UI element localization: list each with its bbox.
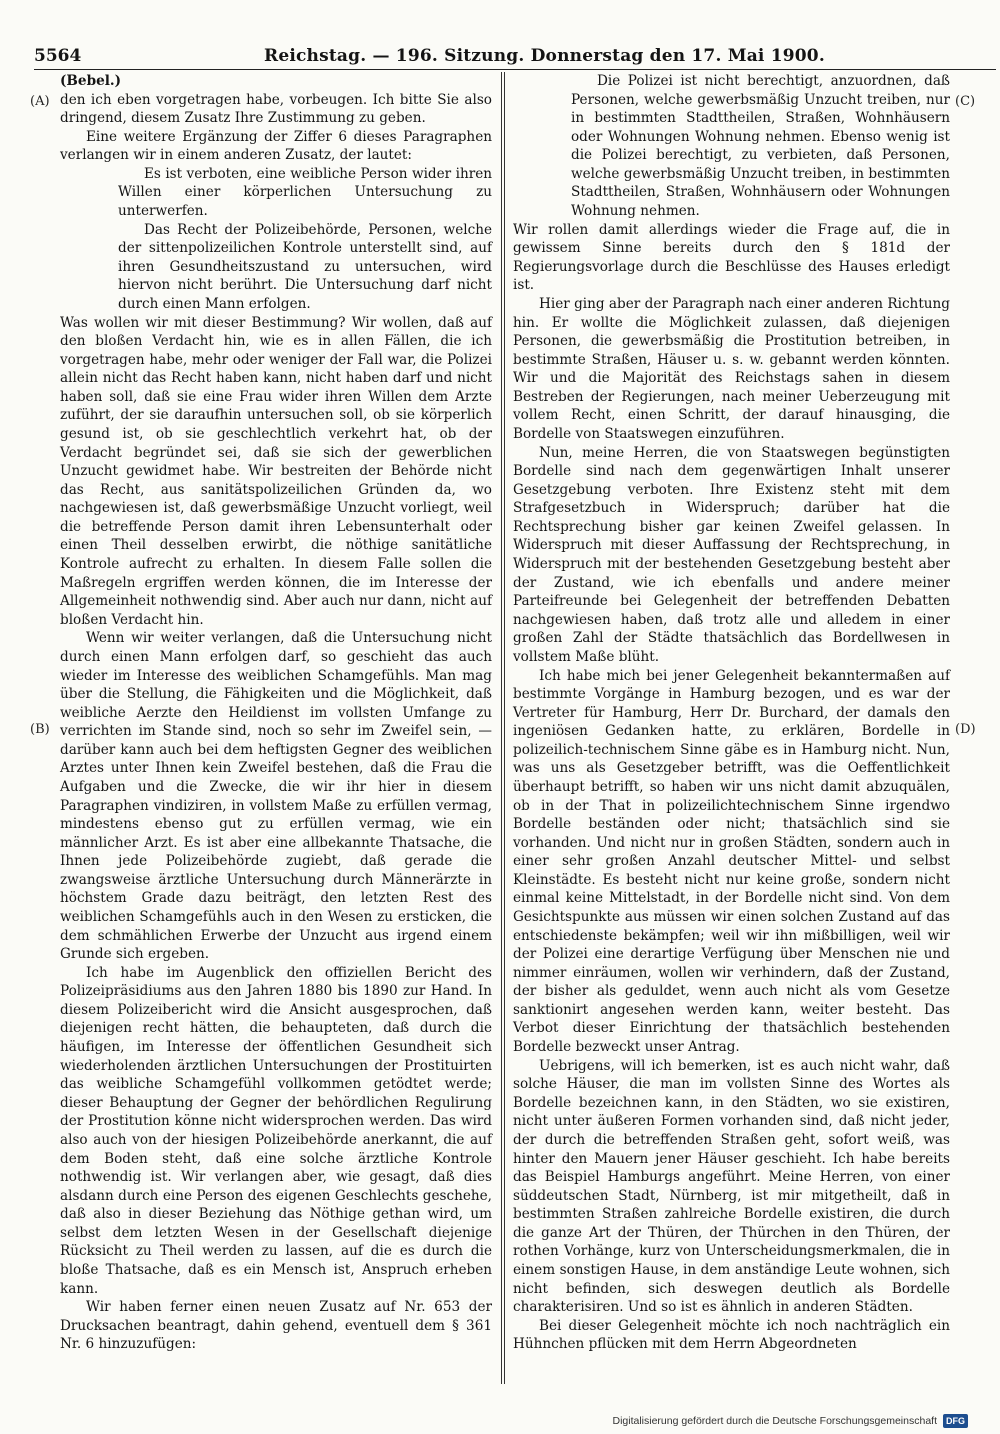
speaker-name: (Bebel.) xyxy=(60,73,122,89)
right-column-paragraph: Nun, meine Herren, die von Staatswegen begünstigten Bordelle sind nach dem gegenwärtigen Inhalt unserer Gesetzgebung verboten. Ihre Existenz steht mit dem Strafgesetzbuch in Widerspruch; darüber hat die Rechtsprechung bisher gar keinen Zweifel gelassen. In Widerspruch mit dieser Auffassung der Rechtsprechung, in Widerspruch mit der bestehenden Gesetzgebung besteht aber der Zustand, wie ich ebenfalls und andere meiner Parteifreunde bei Gelegenheit der betreffenden Debatten nachgewiesen haben, daß trotz alle und alledem in einer großen Zahl der Städte thatsächlich das Bordellwesen in vollstem Maße blüht. xyxy=(513,444,950,665)
right-column xyxy=(513,72,950,1354)
page-title: Reichstag. — 196. Sitzung. Donnerstag den 17. Mai 1900. xyxy=(264,46,825,66)
right-column-paragraph: Hier ging aber der Paragraph nach einer anderen Richtung hin. Er wollte die Möglichkeit zulassen, daß diejenigen Personen, die gewerbsmäßig die Prostitution betreiben, in bestimmte Straßen, Häuser u. s. w. gebannt werden könnten. Wir und die Majorität des Reichstags sahen in diesem Bestreben der Regierungen, nach meiner Ueberzeugung mit vollem Recht, einen Schritt, der darauf hinausging, die Bordelle von Staatswegen einzuführen. xyxy=(513,295,950,442)
left-column-paragraph: Was wollen wir mit dieser Bestimmung? Wir wollen, daß auf den bloßen Verdacht hin, wie es in allen Fällen, die ich vorgetragen habe, mehr oder weniger der Fall war, die Polizei allein nicht das Recht haben kann, nicht haben darf und nicht haben soll, daß sie eine Frau wider ihren Willen dem Arzte zuführt, der sie daraufhin untersuchen soll, ob sie körperlich gesund ist, ob sie geschlechtlich verkehrt hat, ob der Verdacht begründet sei, daß sie sich der gewerblichen Unzucht gewidmet habe. Wir bestreiten der Behörde nicht das Recht, aus sanitätspolizeilichen Gründen da, wo nachgewiesen ist, daß gewerbsmäßige Unzucht vorliegt, weil die betreffende Person damit ihren Lebensunterhalt oder einen Theil desselben erwirbt, die nöthige sanitätliche Kontrole aufrecht zu erhalten. In diesem Falle sollen die Maßregeln ergriffen werden können, die im Interesse der Allgemeinheit nothwendig sind. Aber auch nur dann, nicht auf bloßen Verdacht hin. xyxy=(60,314,492,628)
left-column xyxy=(60,72,492,1354)
margin-mark-b: (B) xyxy=(30,722,50,737)
left-column-paragraph: den ich eben vorgetragen habe, vorbeugen. Ich bitte Sie also dringend, diesem Zusatz Ihre Zustimmung zu geben. xyxy=(60,91,492,127)
left-column-paragraph: Es ist verboten, eine weibliche Person wider ihren Willen einer körperlichen Untersuchung zu unterwerfen. xyxy=(118,165,492,220)
right-column-paragraph: Ich habe mich bei jener Gelegenheit bekanntermaßen auf bestimmte Vorgänge in Hamburg bezogen, und es war der Vertreter für Hamburg, Herr Dr. Burchard, der damals den ingeniösen Gedanken hatte, zu erklären, Bordelle in polizeilich-technischem Sinne gäbe es in Hamburg nicht. Nun, was uns als Gesetzgeber betrifft, was die Oeffentlichkeit überhaupt betrifft, so haben wir uns nicht damit abzuquälen, ob in der That in polizeilichtechnischem Sinne irgendwo Bordelle beständen oder nicht; thatsächlich sind sie vorhanden. Und nicht nur in großen Städten, sondern auch in einer sehr großen Anzahl deutscher Mittel- und selbst Kleinstädte. Es besteht nicht nur keine große, sondern nicht einmal keine Mittelstadt, in der Bordelle nicht sind. Von dem Gesichtspunkte aus müssen wir einen solchen Zustand auf das entschiedenste bekämpfen; weil wir ihn mißbilligen, weil wir der Polizei eine derartige Verfügung über Menschen nie und nimmer einräumen, wollen wir verhindern, daß der Zustand, der bisher als geduldet, wenn auch nicht als vom Gesetze sanktionirt angesehen werden kann, weiter besteht. Das Verbot dieser Einrichtung der thatsächlich bestehenden Bordelle bezweckt unser Antrag. xyxy=(513,667,950,1056)
right-column-paragraph: Wir rollen damit allerdings wieder die Frage auf, die in gewissem Sinne bereits durch den § 181d der Regierungsvorlage durch die Beschlüsse des Hauses erledigt ist. xyxy=(513,221,950,294)
left-column-paragraph: Ich habe im Augenblick den offiziellen Bericht des Polizeipräsidiums aus den Jahren 1880 bis 1890 zur Hand. In diesem Polizeibericht wird die Ansicht ausgesprochen, daß diejenigen recht hätten, die behaupteten, daß durch die häufigen, im Interesse der öffentlichen Gesundheit sich wiederholenden ärztlichen Untersuchungen der Prostituirten das weibliche Schamgefühl vollkommen getödtet werde; dieser Behauptung der Gegner der behördlichen Regulirung der Prostitution könne nicht widersprochen werden. Das wird also auch von der hiesigen Polizeibehörde anerkannt, die auf dem Boden steht, daß eine solche ärztliche Kontrole nothwendig ist. Wir verlangen aber, wie gesagt, daß dies alsdann durch eine Person des eigenen Geschlechts geschehe, daß also in dieser Beziehung das Nöthige gethan wird, um selbst dem letzten Wesen in der Gesellschaft diejenige Rücksicht zu Theil werden zu lassen, auf die es durch die bloße Thatsache, daß es ein Mensch ist, Anspruch erheben kann. xyxy=(60,964,492,1297)
page-footer xyxy=(612,1413,968,1429)
margin-mark-c: (C) xyxy=(955,94,976,109)
page-header xyxy=(34,44,994,68)
margin-mark-a: (A) xyxy=(30,94,50,109)
left-column-paragraph: Wenn wir weiter verlangen, daß die Untersuchung nicht durch einen Mann erfolgen darf, so geschieht das auch wieder im Interesse des weiblichen Schamgefühls. Man mag über die Stellung, die Fähigkeiten und die Möglichkeit, daß weibliche Aerzte den Heildienst im vollsten Umfange zu verrichten im Stande sind, noch so sehr im Zweifel sein, — darüber kann auch bei dem heftigsten Gegner des weiblichen Arztes unter Ihnen kein Zweifel bestehen, daß die Frau die Aufgaben und die Zwecke, die wir ihr hier in diesem Paragraphen vindiziren, in vollstem Maße zu erfüllen vermag, mindestens ebenso gut zu erfüllen vermag, wie ein männlicher Arzt. Es ist aber eine allbekannte Thatsache, die Ihnen jede Polizeibehörde zugiebt, daß gerade die zwangsweise ärztliche Untersuchung durch Männerärzte in höchstem Grade dazu beiträgt, den letzten Rest des weiblichen Schamgefühls auch in den Wesen zu ersticken, die dem schmählichen Erwerbe der Unzucht aus irgend einem Grunde sich ergeben. xyxy=(60,630,492,963)
left-column-paragraph: Wir haben ferner einen neuen Zusatz auf Nr. 653 der Drucksachen beantragt, dahin gehend, eventuell dem § 361 Nr. 6 hinzuzufügen: xyxy=(60,1299,492,1353)
right-column-paragraph: Die Polizei ist nicht berechtigt, anzuordnen, daß Personen, welche gewerbsmäßig Unzucht treiben, nur in bestimmten Stadttheilen, Straßen, Wohnhäusern oder Wohnungen Wohnung nehmen. Ebenso wenig ist die Polizei berechtigt, zu verbieten, daß Personen, welche gewerbsmäßig Unzucht treiben, in bestimmten Stadttheilen, Straßen, Wohnhäusern oder Wohnungen Wohnung nehmen. xyxy=(571,73,950,220)
footer-credit: Digitalisierung gefördert durch die Deutsche Forschungsgemeinschaft xyxy=(612,1415,937,1427)
header-rule xyxy=(34,69,996,70)
page-number: 5564 xyxy=(34,46,82,66)
left-column-paragraph: Das Recht der Polizeibehörde, Personen, welche der sittenpolizeilichen Kontrole unterstellt sind, auf ihren Gesundheitszustand zu untersuchen, wird hiervon nicht berührt. Die Untersuchung darf nicht durch einen Mann erfolgen. xyxy=(118,221,492,312)
column-divider xyxy=(504,72,505,1384)
margin-mark-d: (D) xyxy=(955,722,976,737)
column-divider xyxy=(501,72,502,1384)
left-column-paragraph: Eine weitere Ergänzung der Ziffer 6 dieses Paragraphen verlangen wir in einem anderen Zusatz, der lautet: xyxy=(60,128,492,164)
right-column-paragraph: Uebrigens, will ich bemerken, ist es auch nicht wahr, daß solche Häuser, die man im vollsten Sinne des Wortes als Bordelle bezeichnen kann, in den Städten, wo sie existiren, nicht unter äußeren Formen vorhanden sind, daß nicht jeder, der durch die betreffenden Straßen geht, sofort weiß, was hinter den Mauern jener Häuser geschieht. Ich habe bereits das Beispiel Hamburgs angeführt. Meine Herren, von einer süddeutschen Stadt, Nürnberg, ist mir mitgetheilt, daß in bestimmten Straßen zahlreiche Bordelle existiren, die durch die ganze Art der Thüren, der Thürchen in den Thüren, der rothen Vorhänge, kurz von Unterscheidungsmerkmalen, die in einem sonstigen Hause, in dem anständige Leute wohnen, sich nicht befinden, sich deswegen deutlich als Bordelle charakterisiren. Und so ist es ähnlich in anderen Städten. xyxy=(513,1057,950,1316)
dfg-logo: DFG xyxy=(943,1414,968,1428)
right-column-paragraph: Bei dieser Gelegenheit möchte ich noch nachträglich ein Hühnchen pflücken mit dem Herrn Abgeordneten xyxy=(513,1317,950,1353)
